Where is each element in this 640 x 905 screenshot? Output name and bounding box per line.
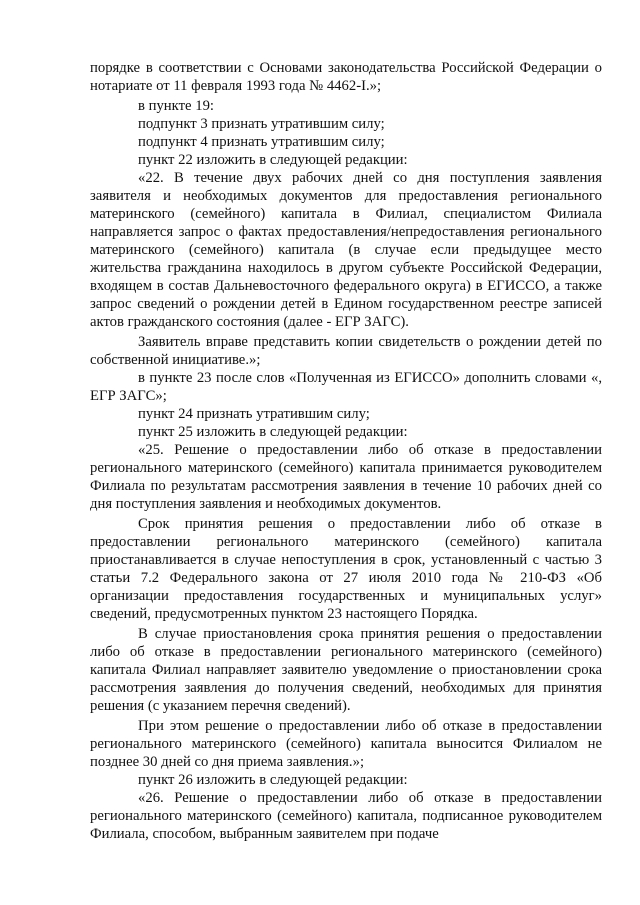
paragraph-item-24: пункт 24 признать утратившим силу; bbox=[138, 406, 370, 422]
paragraph-item-25-intro: пункт 25 изложить в следующей редакции: bbox=[138, 424, 408, 440]
paragraph-decision-term: Срок принятия решения о предоставлении либо об отказе в предоставлении регионального материнского (семейного) капитала приостанавливается в случае непоступления в срок, установленный с частью 3 статьи 7.2 Федерального закона от 27 июля 2010 года № 210-ФЗ «Об организации предоставления государственных и муниципальных услуг» сведений, предусмотренных пунктом 23 настоящего Порядка. bbox=[90, 516, 602, 622]
paragraph-item-22: «22. В течение двух рабочих дней со дня поступления заявления заявителя и необходимых документов для предоставления регионального материнского (семейного) капитала в Филиал, специалистом Филиала направляется запрос о фактах предоставления/непредоставления регионального материнского (семейного) капитала (в случае если предыдущее место жительства гражданина находилось в другом субъекте Российской Федерации, входящем в состав Дальневосточного федерального округа) в ЕГИССО, а также запрос сведений о рождении детей в Едином государственном реестре записей актов гражданского состояния (далее - ЕГР ЗАГС). bbox=[90, 170, 602, 330]
paragraph-item-25: «25. Решение о предоставлении либо об отказе в предоставлении регионального материнского (семейного) капитала принимается руководителем Филиала по результатам рассмотрения заявления в течение 10 рабочих дней со дня поступления заявления и необходимых документов. bbox=[90, 442, 602, 512]
paragraph-item-22-intro: пункт 22 изложить в следующей редакции: bbox=[138, 152, 408, 168]
paragraph-item-19: в пункте 19: bbox=[138, 98, 214, 114]
paragraph-deadline: При этом решение о предоставлении либо об отказе в предоставлении регионального материнского (семейного) капитала выносится Филиалом не позднее 30 дней со дня приема заявления.»; bbox=[90, 718, 602, 770]
paragraph-continuation: порядке в соответствии с Основами законодательства Российской Федерации о нотариате от 11 февраля 1993 года № 4462-I.»; bbox=[90, 60, 602, 94]
paragraph-subitem-4: подпункт 4 признать утратившим силу; bbox=[138, 134, 385, 150]
paragraph-subitem-3: подпункт 3 признать утратившим силу; bbox=[138, 116, 385, 132]
paragraph-suspension: В случае приостановления срока принятия решения о предоставлении либо об отказе в предоставлении регионального материнского (семейного) капитала Филиал направляет заявителю уведомление о приостановлении срока рассмотрения заявления до получения сведений, необходимых для принятия решения (с указанием перечня сведений). bbox=[90, 626, 602, 714]
paragraph-item-23: в пункте 23 после слов «Полученная из ЕГИССО» дополнить словами «, ЕГР ЗАГС»; bbox=[90, 370, 602, 404]
paragraph-applicant-right: Заявитель вправе представить копии свидетельств о рождении детей по собственной инициативе.»; bbox=[90, 334, 602, 368]
paragraph-item-26: «26. Решение о предоставлении либо об отказе в предоставлении регионального материнского (семейного) капитала, подписанное руководителем Филиала, способом, выбранным заявителем при подаче bbox=[90, 790, 602, 842]
document-body bbox=[90, 59, 602, 843]
paragraph-item-26-intro: пункт 26 изложить в следующей редакции: bbox=[138, 772, 408, 788]
